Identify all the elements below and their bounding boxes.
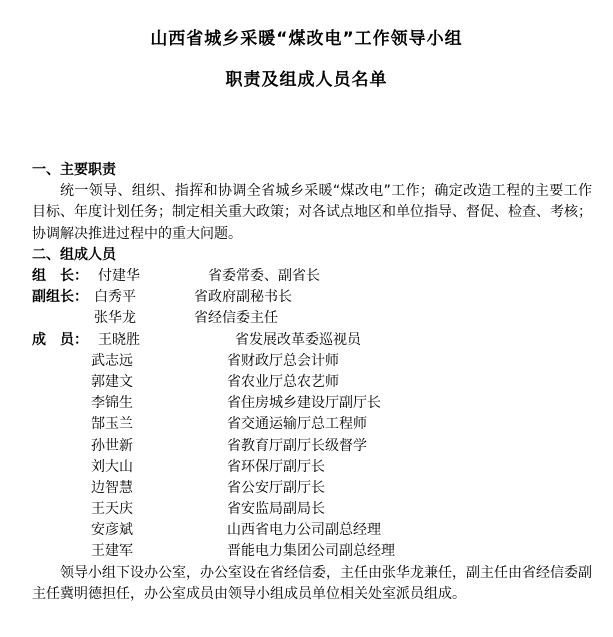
member-name: 安彦斌: [91, 522, 133, 539]
deputy-name: 白秀平: [94, 289, 136, 306]
leader-name: 付建华: [98, 268, 140, 285]
member-row: [32, 520, 592, 541]
member-name: 刘大山: [91, 458, 133, 475]
member-name: 王晓胜: [98, 331, 140, 348]
member-position: 省发展改革委巡视员: [235, 331, 361, 348]
member-row: [32, 372, 592, 393]
member-position: 省住房城乡建设厅副厅长: [227, 395, 381, 412]
section-heading-members: 二、组成人员: [32, 246, 116, 263]
member-row: [32, 393, 592, 414]
member-position: 省教育厅副厅长级督学: [227, 437, 367, 454]
deputy-position: 省政府副秘书长: [194, 289, 292, 306]
deputy-row: [32, 287, 592, 308]
member-position: 省环保厅副厅长: [227, 458, 325, 475]
member-position: 山西省电力公司副总经理: [227, 522, 381, 539]
document-subtitle: 职责及组成人员名单: [225, 70, 388, 90]
leader-row: [32, 266, 592, 287]
member-name: 王天庆: [91, 501, 133, 518]
member-position: 省农业厅总农艺师: [227, 373, 339, 390]
deputy-name: 张华龙: [94, 310, 136, 327]
member-role-label: 成 员：: [32, 331, 88, 348]
member-row: [32, 330, 592, 351]
leader-role-label: 组 长：: [32, 268, 88, 285]
member-position: 省财政厅总会计师: [227, 352, 339, 369]
duties-paragraph: 统一领导、组织、指挥和协调全省城乡采暖“煤改电”工作；确定改造工程的主要工作目标、年度计划任务；制定相关重大政策；对各试点地区和单位指导、督促、检查、考核；协调解决推进过程中的重大问题。: [32, 183, 592, 242]
deputy-role-label: 副组长：: [32, 289, 88, 306]
member-row: [32, 541, 592, 562]
member-position: 省交通运输厅总工程师: [227, 416, 367, 433]
member-name: 边智慧: [91, 479, 133, 496]
member-position: 晋能电力集团公司副总经理: [227, 543, 395, 560]
section-heading-duties: 一、主要职责: [32, 162, 116, 178]
member-row: [32, 478, 592, 499]
member-row: [32, 499, 592, 520]
deputy-position: 省经信委主任: [194, 310, 278, 327]
member-position: 省安监局副局长: [227, 501, 325, 518]
member-name: 孙世新: [91, 437, 133, 454]
member-position: 省公安厅副厅长: [227, 479, 325, 496]
member-name: 武志远: [91, 352, 133, 369]
office-paragraph: 领导小组下设办公室，办公室设在省经信委，主任由张华龙兼任，副主任由省经信委副主任冀明德担任，办公室成员由领导小组成员单位相关处室派员组成。: [32, 564, 592, 602]
document-title: 山西省城乡采暖“煤改电”工作领导小组: [150, 29, 463, 49]
document-body: [32, 160, 592, 605]
member-name: 郭建文: [91, 373, 133, 390]
member-name: 王建军: [91, 543, 133, 560]
member-row: [32, 414, 592, 435]
member-name: 郜玉兰: [91, 416, 133, 433]
member-row: [32, 436, 592, 457]
member-row: [32, 351, 592, 372]
member-row: [32, 457, 592, 478]
leader-position: 省委常委、副省长: [208, 268, 320, 285]
deputy-row: [32, 308, 592, 329]
member-name: 李锦生: [91, 395, 133, 412]
